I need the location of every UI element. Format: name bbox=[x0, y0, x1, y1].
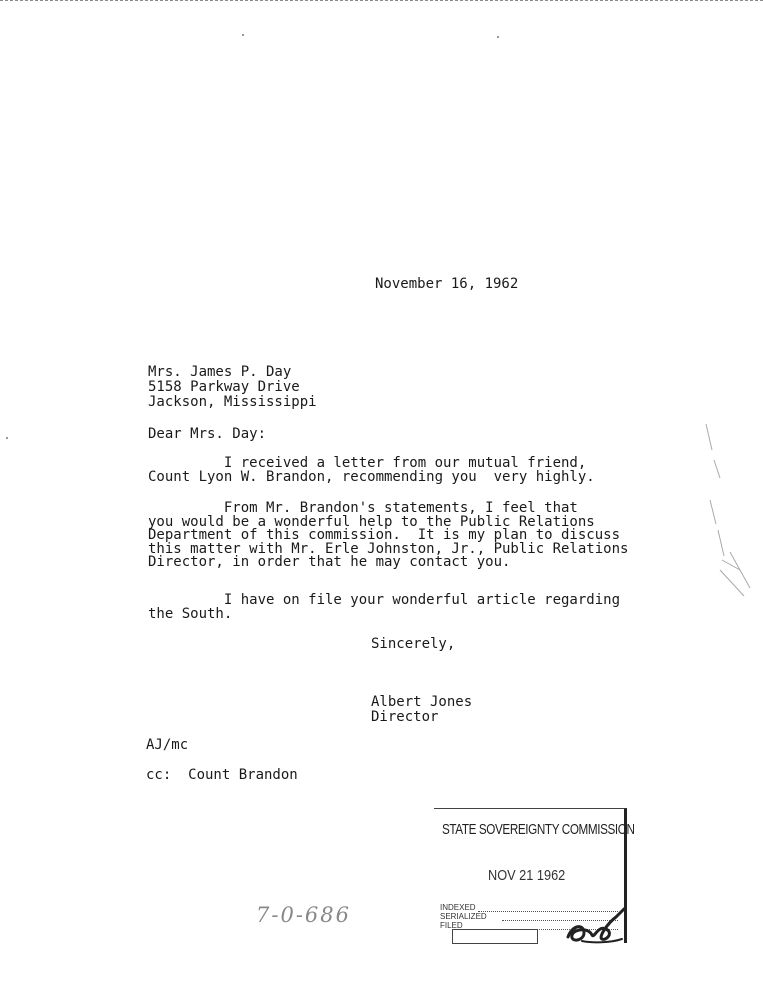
paragraph-1: I received a letter from our mutual friend, Count Lyon W. Brandon, recommending you very highly. bbox=[148, 455, 595, 485]
stamp-indexed-label: INDEXED bbox=[440, 903, 476, 912]
signature-name: Albert Jones bbox=[371, 694, 473, 710]
closing: Sincerely, bbox=[371, 636, 456, 652]
page-top-border bbox=[0, 0, 763, 1]
stamp-date: NOV 21 1962 bbox=[488, 867, 566, 884]
received-stamp bbox=[434, 808, 635, 943]
paragraph-3: I have on file your wonderful article regarding the South. bbox=[148, 592, 621, 622]
scan-speck bbox=[6, 437, 8, 439]
signature-title: Director bbox=[371, 709, 439, 725]
stamp-box bbox=[452, 929, 538, 944]
letter-date: November 16, 1962 bbox=[375, 276, 519, 292]
stamp-serialized-label: SERIALIZED bbox=[440, 912, 487, 921]
recipient-street: 5158 Parkway Drive bbox=[148, 379, 300, 395]
handwritten-file-number: 7-0-686 bbox=[256, 903, 351, 927]
stamp-filed-label: FILED bbox=[440, 921, 463, 930]
handwritten-initials-mark bbox=[562, 905, 626, 945]
typist-initials: AJ/mc bbox=[146, 737, 189, 753]
scan-speck bbox=[497, 36, 499, 38]
margin-scan-marks bbox=[700, 420, 760, 600]
stamp-title: STATE SOVEREIGNTY COMMISSION bbox=[442, 821, 635, 838]
carbon-copy: cc: Count Brandon bbox=[146, 767, 298, 783]
scan-speck bbox=[242, 34, 244, 36]
recipient-name: Mrs. James P. Day bbox=[148, 364, 292, 380]
salutation: Dear Mrs. Day: bbox=[148, 426, 267, 442]
recipient-city: Jackson, Mississippi bbox=[148, 394, 317, 410]
paragraph-2: From Mr. Brandon's statements, I feel that you would be a wonderful help to the Public Relations Department of this commission. It is my plan to discuss this matter with Mr. Erle Johnston, Jr., Public Relations Director, in order that he may contact you. bbox=[148, 500, 629, 570]
